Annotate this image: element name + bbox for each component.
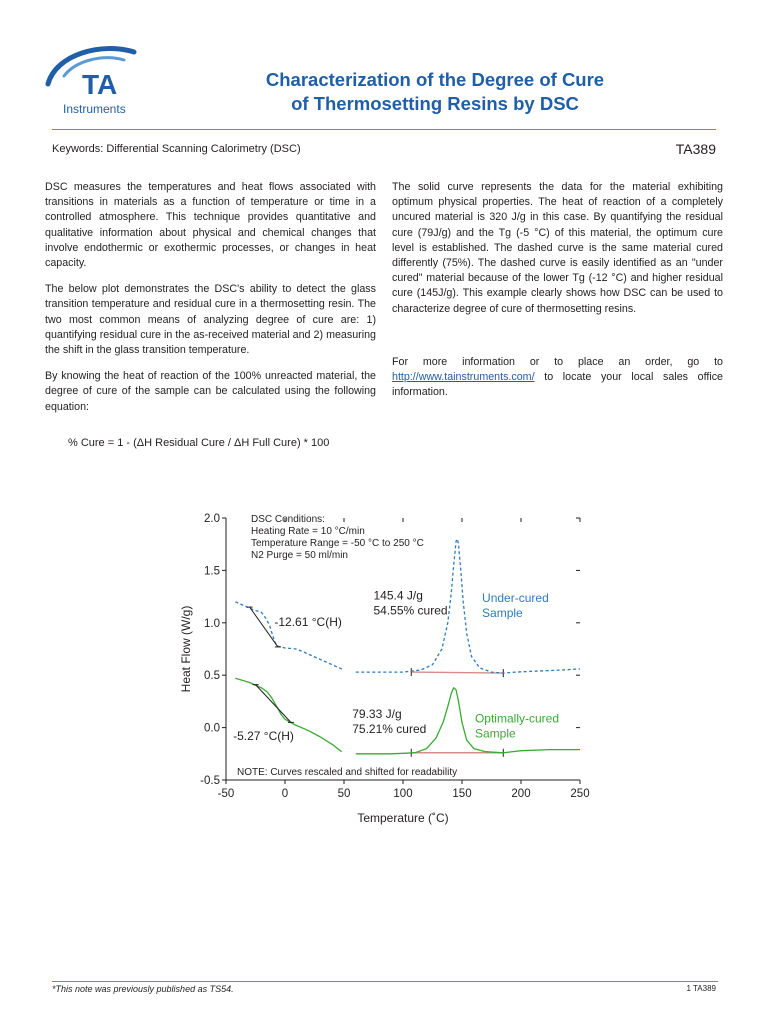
doc-number: TA389 <box>675 141 716 157</box>
chart-annotation: Under-cured <box>482 590 549 605</box>
x-tick-label: 200 <box>511 788 531 800</box>
chart-annotation: Sample <box>474 726 516 741</box>
x-tick-label: -50 <box>217 788 235 800</box>
chart-annotation: -12.61 °C(H) <box>274 614 342 629</box>
chart-annotation: Optimally-cured <box>474 711 560 726</box>
right-column <box>392 180 723 411</box>
paragraph-plot: The below plot demonstrates the DSC's ability to detect the glass transition temperature and residual cure in a thermosetting resin. The two most common means of analyzing degree of cure are: 1) quantifying residual cure in the as-received material and 2) measuring the shift in the glass transition temperature. <box>45 283 376 357</box>
dsc-condition-line: DSC Conditions: <box>251 514 325 525</box>
chart-note: NOTE: Curves rescaled and shifted for readability <box>237 767 458 778</box>
left-column <box>45 180 376 426</box>
page-number: 1 TA389 <box>686 984 716 993</box>
y-tick-label: -0.5 <box>200 775 220 787</box>
x-tick-label: 250 <box>570 788 590 800</box>
chart-annotation: 54.55% cured <box>373 603 448 618</box>
y-tick-label: 1.5 <box>204 565 220 578</box>
y-tick-label: 0.0 <box>204 722 220 735</box>
dsc-condition-line: N2 Purge = 50 ml/min <box>251 550 348 561</box>
y-tick-label: 1.0 <box>204 617 220 630</box>
keywords: Keywords: Differential Scanning Calorimetry (DSC) <box>52 143 301 155</box>
dsc-chart <box>160 500 600 840</box>
y-tick-label: 2.0 <box>204 513 220 525</box>
chart-annotation: 75.21% cured <box>352 722 427 737</box>
x-tick-label: 150 <box>452 788 472 800</box>
chart-annotation: 145.4 J/g <box>373 588 423 603</box>
dsc-condition-line: Temperature Range = -50 °C to 250 °C <box>251 538 424 549</box>
footnote: *This note was previously published as TS54. <box>52 984 234 994</box>
chart-annotation: -5.27 °C(H) <box>233 729 294 744</box>
paragraph-results: The solid curve represents the data for the material exhibiting optimum physical properties. The heat of reaction of a completely uncured material is 320 J/g in this case. By quantifying the residual cure (79J/g) and the Tg (-5 °C) of this material, the optimum cure level is established. The dashed curve is the same material cured differently (75%). The dashed curve is easily identified as an "under cured" material because of the lower Tg (-12 °C) and higher residual cure (145J/g). This example clearly shows how DSC can be used to characterize degree of cure of thermosetting resins. <box>392 181 723 315</box>
x-tick-label: 0 <box>281 788 289 800</box>
y-axis-label: Heat Flow (W/g) <box>179 605 193 693</box>
more-info-text: For more information or to place an order, go to <box>392 355 723 368</box>
page-title <box>215 68 655 116</box>
title-line-2: of Thermosetting Resins by DSC <box>291 93 579 114</box>
x-tick-label: 100 <box>393 788 413 800</box>
paragraph-equation-intro: By knowing the heat of reaction of the 100% unreacted material, the degree of cure of the sample can be calculated using the following equation: <box>45 370 376 413</box>
footer-divider <box>52 981 718 982</box>
ta-instruments-logo <box>42 42 142 117</box>
paragraph-more-info <box>392 355 723 401</box>
under-cured-curve <box>235 602 344 670</box>
header-divider <box>52 129 716 130</box>
integration-baseline <box>411 672 503 673</box>
logo-ta-text: TA <box>82 69 118 100</box>
x-axis-label: Temperature (˚C) <box>357 811 449 825</box>
y-tick-label: 0.5 <box>204 670 220 683</box>
paragraph-intro: DSC measures the temperatures and heat flows associated with transitions in materials as a function of temperature or time in a controlled atmosphere. This technique provides quantitative and qualitative information about physical and chemical changes that involve endothermic or exothermic processes, or changes in heat capacity. <box>45 181 376 270</box>
tg-tangent-line <box>256 685 291 723</box>
cure-equation: % Cure = 1 - (ΔH Residual Cure / ΔH Full Cure) * 100 <box>68 437 330 449</box>
chart-annotation: Sample <box>482 605 523 620</box>
chart-annotation: 79.33 J/g <box>352 707 402 722</box>
website-link[interactable]: http://www.tainstruments.com/ <box>392 371 535 384</box>
x-tick-label: 50 <box>337 788 351 800</box>
dsc-condition-line: Heating Rate = 10 °C/min <box>251 526 365 537</box>
title-line-1: Characterization of the Degree of Cure <box>265 69 605 90</box>
more-info-suffix: to locate your local sales office information. <box>392 371 723 399</box>
logo-instruments-text: Instruments <box>63 102 126 116</box>
